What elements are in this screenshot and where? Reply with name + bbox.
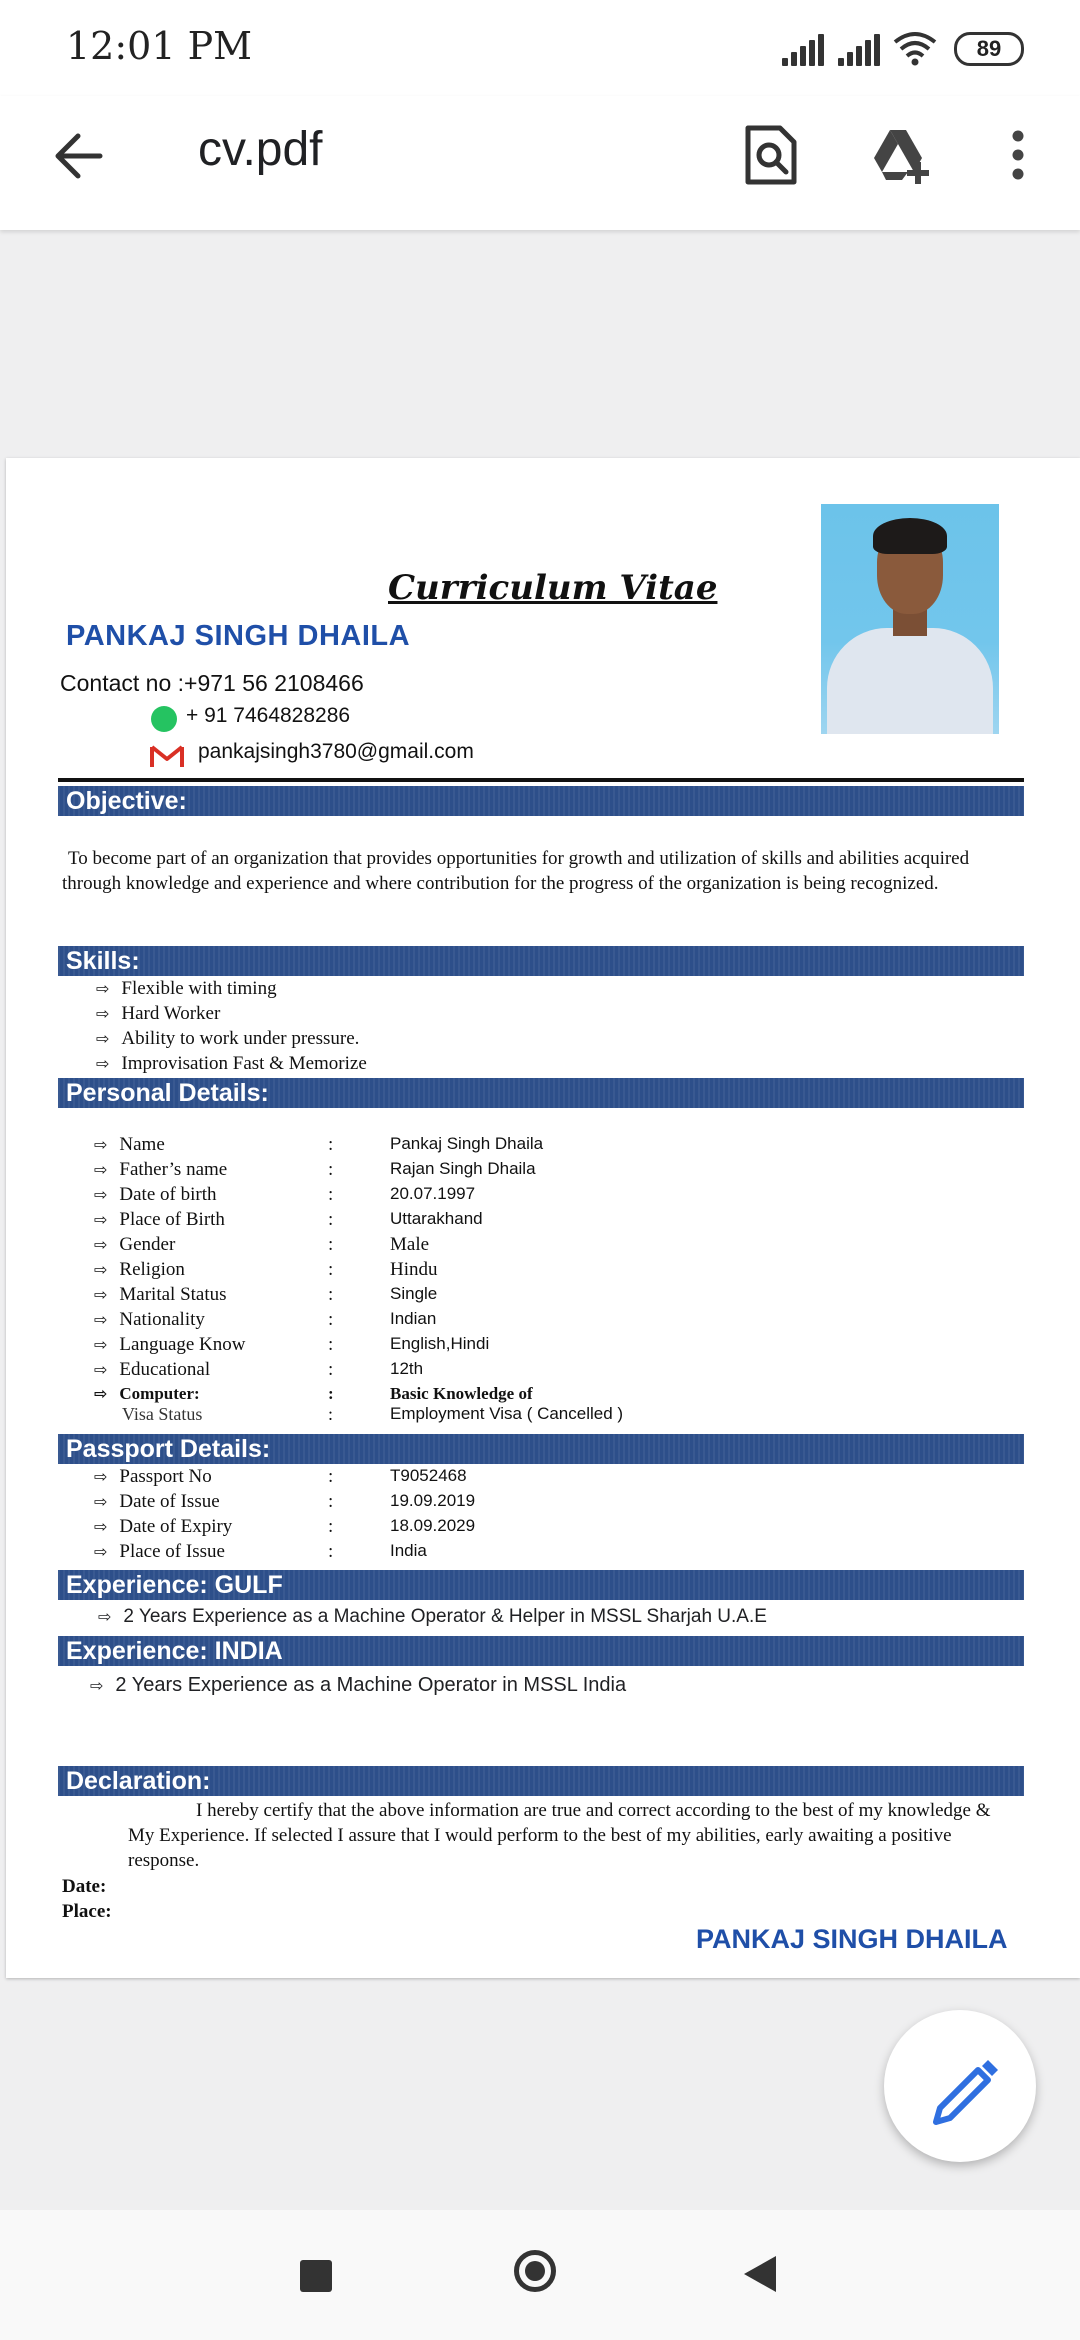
declaration-text: I hereby certify that the above information are true and correct according to the best of my knowledge & My Experience. If selected I assure that I would perform to the best of my abilities, early awaiting a positive response. xyxy=(128,1800,991,1871)
search-document-icon[interactable] xyxy=(740,122,802,188)
exp-gulf-item: ⇨ 2 Years Experience as a Machine Operator & Helper in MSSL Sharjah U.A.E xyxy=(98,1606,767,1627)
recents-square-icon[interactable] xyxy=(300,2260,332,2292)
gmail-icon xyxy=(150,745,184,769)
section-bar-personal: Personal Details: xyxy=(58,1078,1024,1108)
objective-text: To become part of an organization that provides opportunities for growth and utilization of skills and abilities acquired through knowledge and experience and where contribution for the progress of the organization is being recognized. xyxy=(62,848,970,894)
place-label: Place: xyxy=(62,1901,112,1922)
document-title: cv.pdf xyxy=(198,123,323,176)
email-address: pankajsingh3780@gmail.com xyxy=(198,740,474,763)
edit-fab-button[interactable] xyxy=(884,2010,1036,2162)
contact-phone: +971 56 2108466 xyxy=(184,670,364,696)
skill-item: ⇨ Ability to work under pressure. xyxy=(96,1028,360,1049)
signal-icon-2 xyxy=(838,34,880,66)
contact-label: Contact no : xyxy=(60,670,185,696)
skill-item: ⇨ Improvisation Fast & Memorize xyxy=(96,1053,367,1074)
section-bar-passport: Passport Details: xyxy=(58,1434,1024,1464)
battery-indicator: 89 xyxy=(954,32,1024,66)
contact-line xyxy=(60,670,364,697)
section-bar-skills: Skills: xyxy=(58,946,1024,976)
system-nav-bar xyxy=(0,2210,1080,2340)
skill-item: ⇨ Hard Worker xyxy=(96,1003,221,1024)
status-bar xyxy=(0,0,1080,96)
header-rule xyxy=(58,778,1024,782)
section-bar-declaration: Declaration: xyxy=(58,1766,1024,1796)
section-bar-exp-gulf: Experience: GULF xyxy=(58,1570,1024,1600)
signature-name: PANKAJ SINGH DHAILA xyxy=(696,1924,1008,1954)
section-bar-objective: Objective: xyxy=(58,786,1024,816)
back-triangle-icon[interactable] xyxy=(742,2254,778,2294)
back-arrow-icon[interactable] xyxy=(52,126,106,186)
more-vert-icon[interactable] xyxy=(998,122,1038,188)
whatsapp-icon xyxy=(151,706,177,732)
home-circle-icon[interactable] xyxy=(514,2250,556,2292)
status-time: 12:01 PM xyxy=(66,24,253,68)
profile-photo xyxy=(821,504,999,734)
drive-add-icon[interactable] xyxy=(872,122,934,188)
exp-india-item: ⇨ 2 Years Experience as a Machine Operator in MSSL India xyxy=(90,1674,627,1696)
signal-icon xyxy=(782,34,824,66)
wifi-icon xyxy=(893,30,937,66)
cv-heading: Curriculum Vitae xyxy=(388,568,718,608)
pdf-page[interactable]: Curriculum Vitae PANKAJ SINGH DHAILA Contact no :+971 56 2108466 + 91 7464828286 pankajsingh3780@gmail.com Objective: To become part of an organization that provides opportunities for growth and utilization of skills and abilities acquired through knowledge and experience and where contribution for the progress of the organization is being recognized. Skills: ⇨ Flexible with timing ⇨ Hard Worker ⇨ Ability to work under pressure. ⇨ Improvisation Fast & Memorize Personal Details: ⇨ Name : Pankaj Singh Dhaila ⇨ Father’s name : Rajan Singh Dhaila ⇨ Date of birth : 20.07.1997 ⇨ Place of Birth : Uttarakhand ⇨ Gender : Male ⇨ Religion : Hindu ⇨ Marital Status : Single ⇨ Nationality : Indian ⇨ Language Know : English,Hindi ⇨ Educational : 12th ⇨ Computer: : Basic Knowledge of Visa Status : Employment Visa ( Cancelled ) Passport Details: ⇨ Passport No : T9052468 ⇨ Date of Issue : 19.09.2019 ⇨ Date of Expiry : 18.09.2029 ⇨ Place of Issue : India Experience: GULF ⇨ 2 Years Experience as a Machine Operator & Helper in MSSL Sharjah U.A.E Experience: INDIA ⇨ 2 Years Experience as a Machine Operator in MSSL India Declaration: I hereby certify that the above information are true and correct according to the best of my knowledge & My Experience. If selected I assure that I would perform to the best of my abilities, early awaiting a positive response. Date: Place: PANKAJ SINGH DHAILA xyxy=(6,458,1080,1978)
candidate-name: PANKAJ SINGH DHAILA xyxy=(66,620,411,652)
edit-pencil-icon xyxy=(884,2010,1036,2162)
date-label: Date: xyxy=(62,1876,107,1897)
skill-item: ⇨ Flexible with timing xyxy=(96,978,277,999)
app-bar xyxy=(0,96,1080,230)
whatsapp-number: + 91 7464828286 xyxy=(186,704,351,727)
section-bar-exp-india: Experience: INDIA xyxy=(58,1636,1024,1666)
